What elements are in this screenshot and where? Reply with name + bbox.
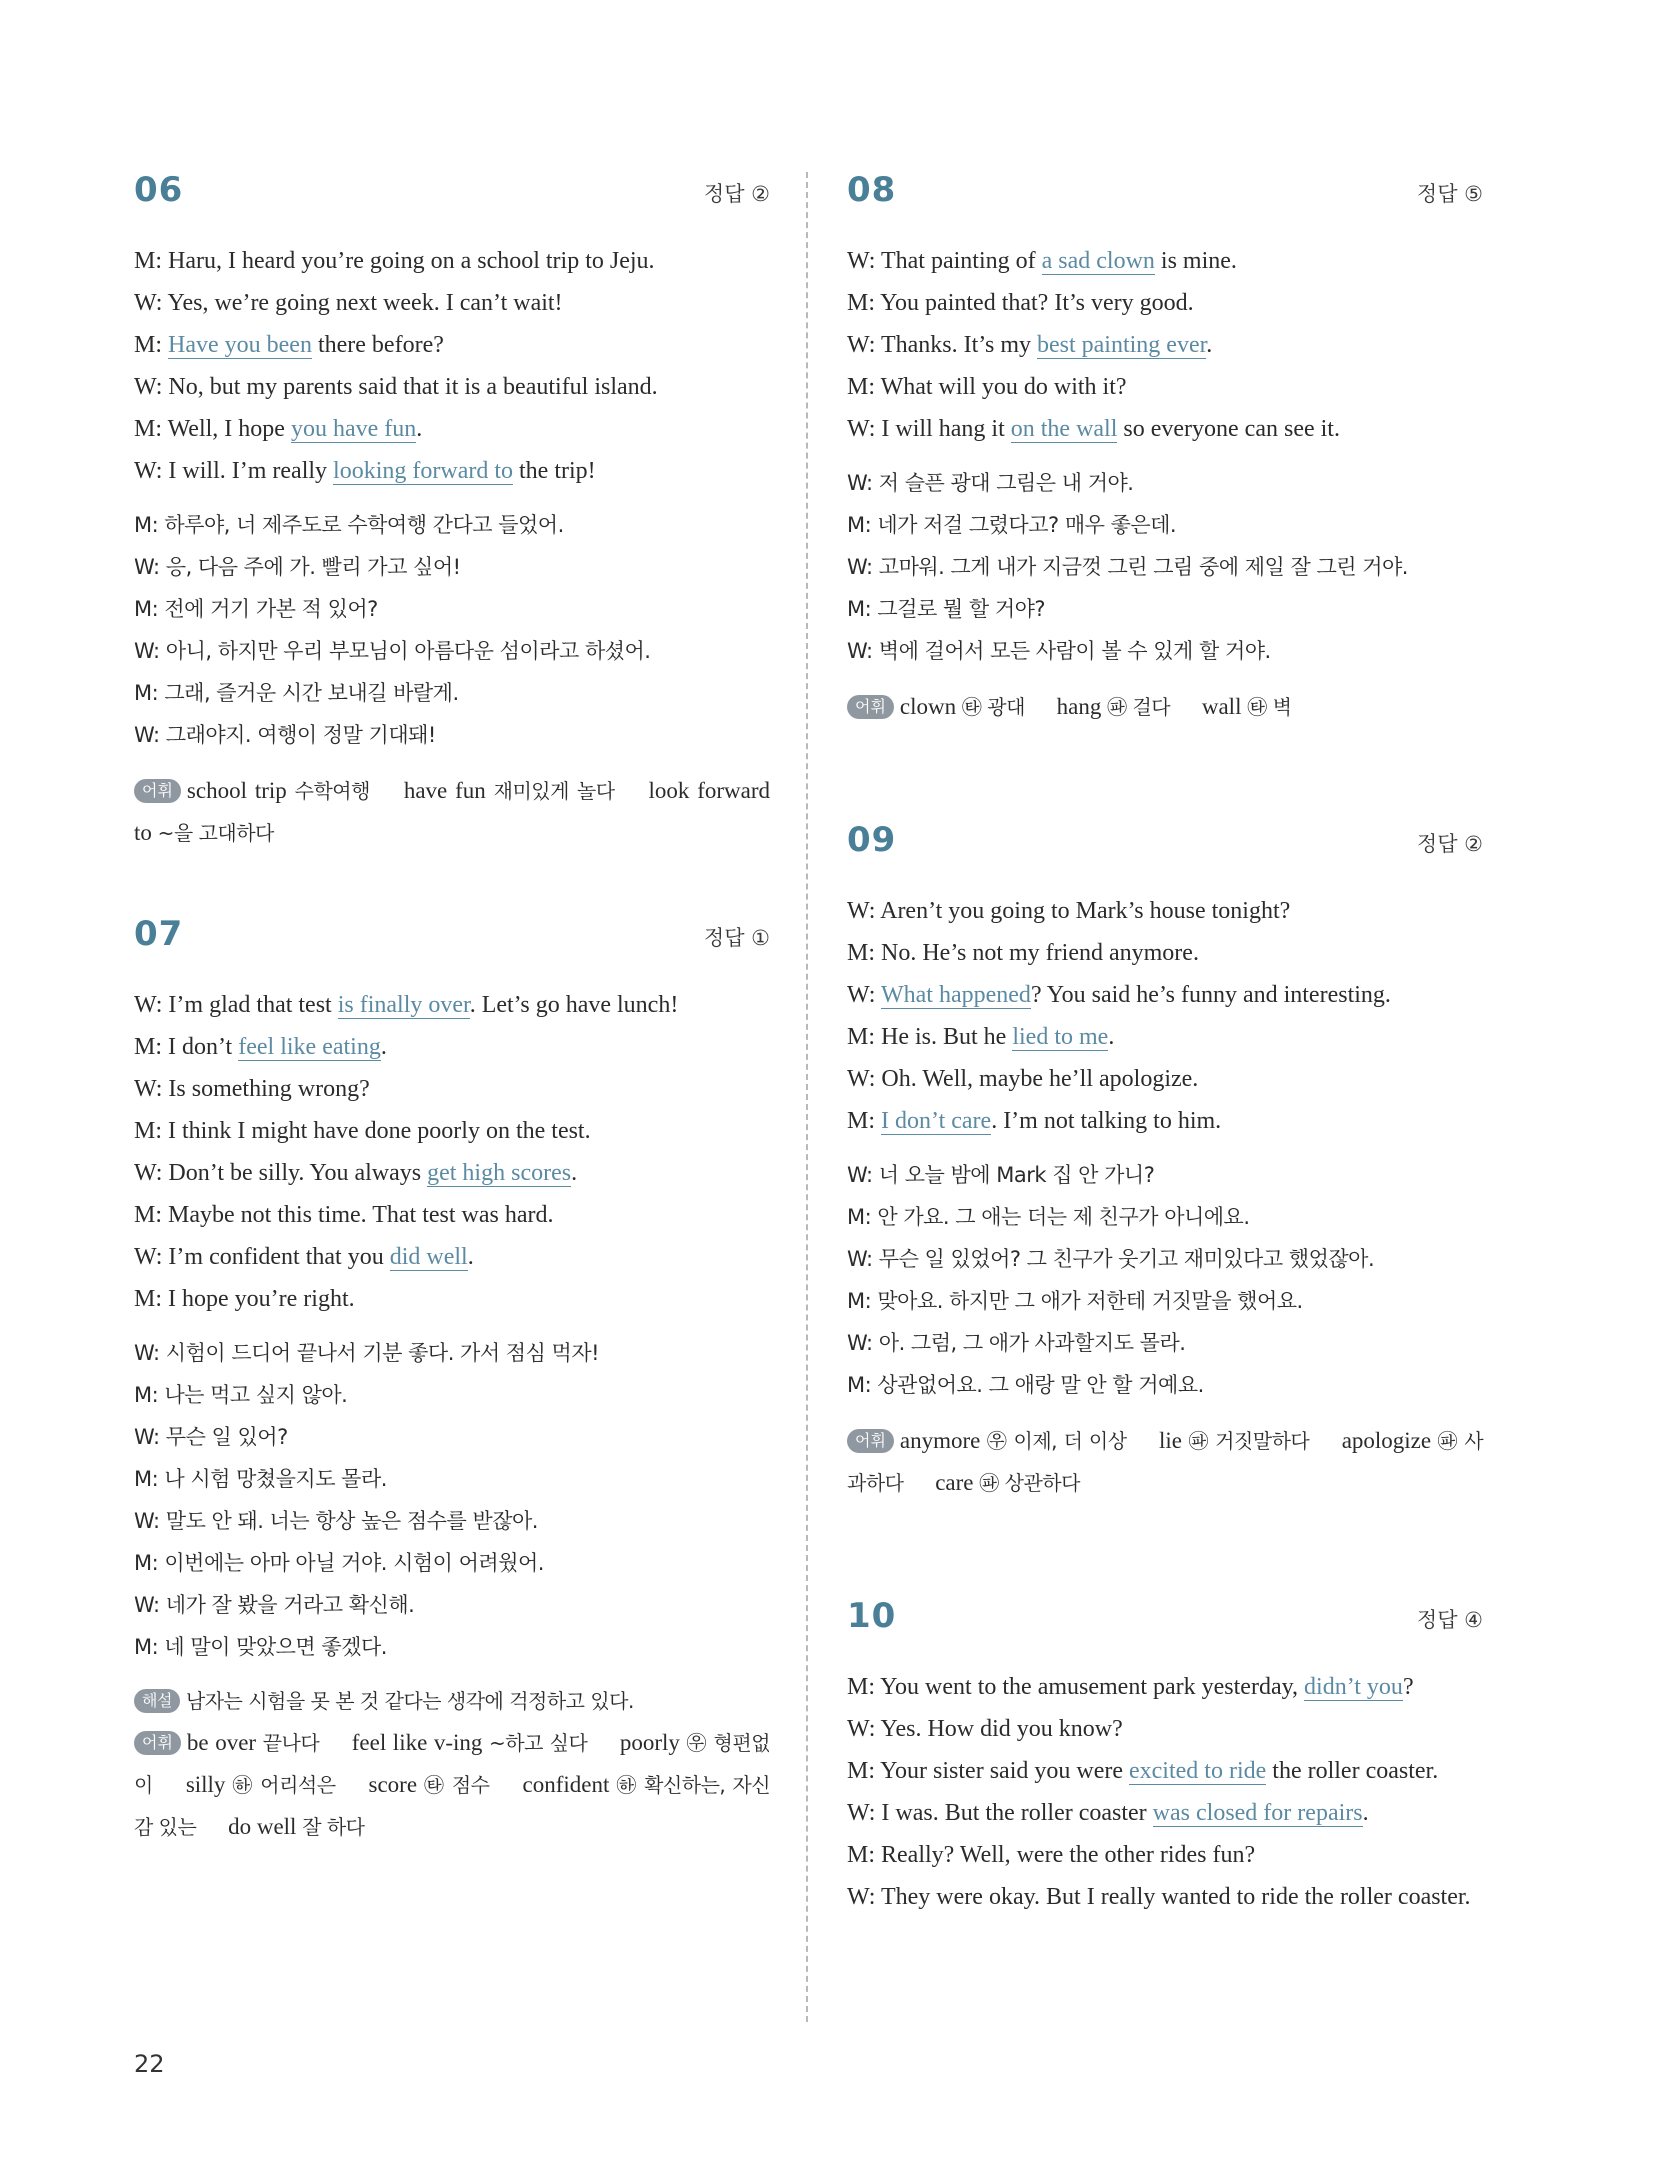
line-text: M: Really? Well, were the other rides fun? xyxy=(847,1842,1256,1868)
dialogue-line xyxy=(134,366,770,408)
section-number: 09 xyxy=(847,820,897,860)
line-text: . xyxy=(571,1160,578,1186)
vocab-meaning: ㉾ 이제, 더 이상 xyxy=(986,1429,1127,1453)
vocab-word: look forward to xyxy=(134,778,770,845)
dialogue-line xyxy=(847,1100,1483,1142)
translation-line: M: 나는 먹고 싶지 않아. xyxy=(134,1383,348,1407)
line-text: M: I think I might have done poorly on the test. xyxy=(134,1118,591,1144)
vocab-meaning: ㉻ 확신하는, 자신감 있는 xyxy=(134,1773,771,1839)
line-text: M: He is. But he xyxy=(847,1024,1013,1050)
line-text: is mine. xyxy=(1154,248,1237,274)
section-header xyxy=(847,170,1483,240)
vocab-badge: 어휘 xyxy=(134,779,181,803)
line-text: ? You said he’s funny and interesting. xyxy=(1030,982,1391,1008)
line-text: . xyxy=(1108,1024,1115,1050)
dialogue-line xyxy=(847,408,1483,450)
vocab-item xyxy=(404,778,615,803)
vocab-word: anymore xyxy=(899,1428,981,1453)
line-text: . xyxy=(416,416,423,442)
highlighted-phrase: I don’t care xyxy=(881,1108,992,1134)
translation-line: W: 시험이 드디어 끝나서 기분 좋다. 가서 점심 먹자! xyxy=(134,1341,600,1365)
section-10 xyxy=(847,1596,1483,1918)
vocab-word: clown xyxy=(899,694,957,719)
vocab-word: poorly xyxy=(619,1730,680,1755)
left-column xyxy=(134,170,770,1848)
vocab-meaning: ~을 고대하다 xyxy=(157,821,274,845)
translation-line: W: 벽에 걸어서 모든 사람이 볼 수 있게 할 거야. xyxy=(847,639,1271,663)
line-text: there before? xyxy=(311,332,444,358)
translation-line: W: 말도 안 돼. 너는 항상 높은 점수를 받잖아. xyxy=(134,1509,538,1533)
vocab-badge: 어휘 xyxy=(847,695,894,719)
dialogue-line xyxy=(847,282,1483,324)
line-text: W: I will. I’m really xyxy=(134,458,334,484)
line-text: W: I was. But the roller coaster xyxy=(847,1800,1153,1826)
korean-translation xyxy=(134,504,770,756)
vocab-meaning: 수학여행 xyxy=(294,779,370,803)
translation-line: W: 저 슬픈 광대 그림은 내 거야. xyxy=(847,471,1134,495)
highlighted-phrase: get high scores xyxy=(427,1160,572,1186)
line-text: . I’m not talking to him. xyxy=(991,1108,1222,1134)
line-text: W: Aren’t you going to Mark’s house tonight? xyxy=(847,898,1291,924)
vocab-item xyxy=(1202,694,1292,719)
vocab-meaning: ㉺ 거짓말하다 xyxy=(1188,1429,1310,1453)
answer-label: 정답 ① xyxy=(703,926,770,950)
dialogue-line xyxy=(134,1110,770,1152)
highlighted-phrase: was closed for repairs xyxy=(1152,1800,1363,1826)
vocab-meaning: ㉹ 벽 xyxy=(1247,695,1292,719)
line-text: W: I will hang it xyxy=(847,416,1011,442)
dialogue-line xyxy=(847,1792,1483,1834)
vocab-item xyxy=(1057,694,1170,719)
line-text: W: No, but my parents said that it is a beautiful island. xyxy=(134,374,658,400)
section-header xyxy=(847,820,1483,890)
vocab-item xyxy=(900,1428,1127,1453)
line-text: so everyone can see it. xyxy=(1117,416,1340,442)
dialogue-line xyxy=(847,890,1483,932)
line-text: M: xyxy=(847,1108,882,1134)
highlighted-phrase: best painting ever xyxy=(1036,332,1207,358)
column-divider xyxy=(806,172,808,2022)
vocabulary-list xyxy=(134,1722,770,1848)
dialogue-line xyxy=(134,984,770,1026)
line-text: M: You painted that? It’s very good. xyxy=(847,290,1194,316)
line-text: M: I don’t xyxy=(134,1034,239,1060)
vocabulary-list xyxy=(847,686,1483,728)
dialogue-line xyxy=(847,1666,1483,1708)
highlighted-phrase: excited to ride xyxy=(1129,1758,1267,1784)
line-text: W: Yes. How did you know? xyxy=(847,1716,1123,1742)
line-text: M: Maybe not this time. That test was hard. xyxy=(134,1202,554,1228)
vocab-meaning: ㉺ 상관하다 xyxy=(979,1471,1080,1495)
section-number: 06 xyxy=(134,170,184,210)
explanation xyxy=(134,1680,770,1722)
highlighted-phrase: on the wall xyxy=(1010,416,1118,442)
translation-line: M: 나 시험 망쳤을지도 몰라. xyxy=(134,1467,387,1491)
section-number: 10 xyxy=(847,1596,897,1636)
dialogue-line xyxy=(134,324,770,366)
vocab-word: school trip xyxy=(186,778,287,803)
korean-translation xyxy=(847,1154,1483,1406)
vocab-meaning: ㉹ 광대 xyxy=(961,695,1025,719)
line-text: W: xyxy=(847,982,881,1008)
translation-line: M: 전에 거기 가본 적 있어? xyxy=(134,597,378,621)
vocab-word: confident xyxy=(522,1772,610,1797)
dialogue-line xyxy=(847,366,1483,408)
dialogue-line xyxy=(847,974,1483,1016)
dialogue-line xyxy=(134,1236,770,1278)
vocab-meaning: ~하고 싶다 xyxy=(489,1731,588,1755)
answer-label: 정답 ④ xyxy=(1416,1608,1483,1632)
translation-line: M: 그걸로 뭘 할 거야? xyxy=(847,597,1046,621)
line-text: M: xyxy=(134,332,169,358)
highlighted-phrase: a sad clown xyxy=(1041,248,1155,274)
vocab-meaning: 끝나다 xyxy=(262,1731,320,1755)
line-text: W: That painting of xyxy=(847,248,1042,274)
dialogue-line xyxy=(847,240,1483,282)
dialogue-line xyxy=(847,1016,1483,1058)
translation-line: M: 네가 저걸 그렸다고? 매우 좋은데. xyxy=(847,513,1177,537)
section-header xyxy=(134,914,770,984)
vocab-item xyxy=(352,1730,588,1755)
english-dialogue xyxy=(134,984,770,1320)
line-text: the trip! xyxy=(513,458,596,484)
vocab-word: lie xyxy=(1159,1428,1182,1453)
vocabulary-list xyxy=(134,770,770,854)
dialogue-line xyxy=(134,1026,770,1068)
translation-line: W: 아. 그럼, 그 애가 사과할지도 몰라. xyxy=(847,1331,1186,1355)
vocab-item xyxy=(187,1730,319,1755)
line-text: the roller coaster. xyxy=(1266,1758,1439,1784)
translation-line: W: 너 오늘 밤에 Mark 집 안 가니? xyxy=(847,1163,1155,1187)
english-dialogue xyxy=(847,1666,1483,1918)
line-text: M: No. He’s not my friend anymore. xyxy=(847,940,1199,966)
vocab-meaning: 재미있게 놀다 xyxy=(493,779,615,803)
vocab-item xyxy=(187,778,370,803)
dialogue-line xyxy=(134,1152,770,1194)
translation-line: W: 고마워. 그게 내가 지금껏 그린 그림 중에 제일 잘 그린 거야. xyxy=(847,555,1408,579)
section-number: 07 xyxy=(134,914,184,954)
section-07 xyxy=(134,914,770,1848)
section-header xyxy=(134,170,770,240)
dialogue-line xyxy=(134,450,770,492)
vocab-word: hang xyxy=(1056,694,1102,719)
line-text: W: They were okay. But I really wanted to ride the roller coaster. xyxy=(847,1884,1471,1910)
translation-line: M: 상관없어요. 그 애랑 말 안 할 거예요. xyxy=(847,1373,1204,1397)
vocab-meaning: ㉺ 걸다 xyxy=(1107,695,1171,719)
vocab-meaning: 잘 하다 xyxy=(302,1815,365,1839)
english-dialogue xyxy=(134,240,770,492)
line-text: W: I’m glad that test xyxy=(134,992,338,1018)
line-text: W: I’m confident that you xyxy=(134,1244,390,1270)
vocab-badge: 어휘 xyxy=(847,1429,894,1453)
translation-line: W: 아니, 하지만 우리 부모님이 아름다운 섬이라고 하셨어. xyxy=(134,639,651,663)
highlighted-phrase: looking forward to xyxy=(333,458,514,484)
translation-line: W: 그래야지. 여행이 정말 기대돼! xyxy=(134,723,436,747)
dialogue-line xyxy=(847,1876,1483,1918)
line-text: M: Haru, I heard you’re going on a school trip to Jeju. xyxy=(134,248,655,274)
vocab-meaning: ㉺ 사과하다 xyxy=(847,1429,1484,1495)
dialogue-line xyxy=(134,240,770,282)
line-text: M: You went to the amusement park yesterday, xyxy=(847,1674,1305,1700)
highlighted-phrase: feel like eating xyxy=(238,1034,381,1060)
right-column xyxy=(847,170,1483,1930)
line-text: W: Is something wrong? xyxy=(134,1076,370,1102)
vocab-item xyxy=(1159,1428,1309,1453)
highlighted-phrase: is finally over xyxy=(337,992,470,1018)
vocab-word: be over xyxy=(186,1730,257,1755)
translation-line: W: 응, 다음 주에 가. 빨리 가고 싶어! xyxy=(134,555,461,579)
vocab-item xyxy=(935,1470,1080,1495)
translation-line: M: 이번에는 아마 아닐 거야. 시험이 어려웠어. xyxy=(134,1551,544,1575)
translation-line: W: 무슨 일 있었어? 그 친구가 웃기고 재미있다고 했었잖아. xyxy=(847,1247,1375,1271)
translation-line: M: 안 가요. 그 애는 더는 제 친구가 아니에요. xyxy=(847,1205,1250,1229)
vocab-item xyxy=(900,694,1025,719)
dialogue-line xyxy=(134,408,770,450)
highlighted-phrase: lied to me xyxy=(1012,1024,1109,1050)
line-text: W: Oh. Well, maybe he’ll apologize. xyxy=(847,1066,1199,1092)
english-dialogue xyxy=(847,240,1483,450)
highlighted-phrase: What happened xyxy=(881,982,1031,1008)
vocab-word: silly xyxy=(185,1772,226,1797)
line-text: . xyxy=(380,1034,387,1060)
line-text: W: Yes, we’re going next week. I can’t wait! xyxy=(134,290,563,316)
section-06 xyxy=(134,170,770,854)
vocab-word: do well xyxy=(228,1814,297,1839)
highlighted-phrase: Have you been xyxy=(168,332,312,358)
translation-line: M: 맞아요. 하지만 그 애가 저한테 거짓말을 했어요. xyxy=(847,1289,1303,1313)
dialogue-line xyxy=(847,932,1483,974)
page-number: 22 xyxy=(134,2050,165,2078)
line-text: M: What will you do with it? xyxy=(847,374,1127,400)
dialogue-line xyxy=(847,1058,1483,1100)
dialogue-line xyxy=(134,282,770,324)
vocab-item xyxy=(369,1772,490,1797)
vocab-item xyxy=(228,1814,364,1839)
translation-line: W: 무슨 일 있어? xyxy=(134,1425,288,1449)
vocab-item xyxy=(186,1772,336,1797)
line-text: . Let’s go have lunch! xyxy=(469,992,679,1018)
korean-translation xyxy=(134,1332,770,1668)
line-text: ? xyxy=(1402,1674,1414,1700)
explanation-text: 남자는 시험을 못 본 것 같다는 생각에 걱정하고 있다. xyxy=(185,1689,634,1713)
vocabulary-list xyxy=(847,1420,1483,1504)
line-text: W: Don’t be silly. You always xyxy=(134,1160,428,1186)
answer-label: 정답 ② xyxy=(1416,832,1483,856)
vocab-word: apologize xyxy=(1341,1428,1432,1453)
dialogue-line xyxy=(847,1834,1483,1876)
vocab-word: score xyxy=(368,1772,418,1797)
translation-line: W: 네가 잘 봤을 거라고 확신해. xyxy=(134,1593,415,1617)
line-text: . xyxy=(467,1244,474,1270)
answer-label: 정답 ② xyxy=(703,182,770,206)
section-header xyxy=(847,1596,1483,1666)
line-text: M: I hope you’re right. xyxy=(134,1286,355,1312)
vocab-word: wall xyxy=(1201,694,1242,719)
translation-line: M: 그래, 즐거운 시간 보내길 바랄게. xyxy=(134,681,459,705)
highlighted-phrase: didn’t you xyxy=(1304,1674,1403,1700)
korean-translation xyxy=(847,462,1483,672)
dialogue-line xyxy=(134,1068,770,1110)
vocab-word: care xyxy=(935,1470,974,1495)
line-text: . xyxy=(1362,1800,1369,1826)
vocab-word: feel like v-ing xyxy=(351,1730,483,1755)
highlighted-phrase: you have fun xyxy=(290,416,417,442)
line-text: M: Well, I hope xyxy=(134,416,291,442)
vocab-meaning: ㉾ 형편없이 xyxy=(134,1731,771,1797)
dialogue-line xyxy=(134,1278,770,1320)
line-text: . xyxy=(1206,332,1213,358)
dialogue-line xyxy=(134,1194,770,1236)
vocab-word: have fun xyxy=(403,778,486,803)
translation-line: M: 네 말이 맞았으면 좋겠다. xyxy=(134,1635,387,1659)
vocab-badge: 어휘 xyxy=(134,1731,181,1755)
dialogue-line xyxy=(847,324,1483,366)
dialogue-line xyxy=(847,1708,1483,1750)
line-text: M: Your sister said you were xyxy=(847,1758,1129,1784)
answer-label: 정답 ⑤ xyxy=(1416,182,1483,206)
explanation-badge: 해설 xyxy=(134,1689,180,1713)
section-09 xyxy=(847,820,1483,1504)
highlighted-phrase: did well xyxy=(389,1244,468,1270)
section-number: 08 xyxy=(847,170,897,210)
section-08 xyxy=(847,170,1483,728)
dialogue-line xyxy=(847,1750,1483,1792)
english-dialogue xyxy=(847,890,1483,1142)
line-text: W: Thanks. It’s my xyxy=(847,332,1037,358)
translation-line: M: 하루야, 너 제주도로 수학여행 간다고 들었어. xyxy=(134,513,564,537)
vocab-meaning: ㉻ 어리석은 xyxy=(232,1773,336,1797)
vocab-meaning: ㉹ 점수 xyxy=(424,1773,490,1797)
